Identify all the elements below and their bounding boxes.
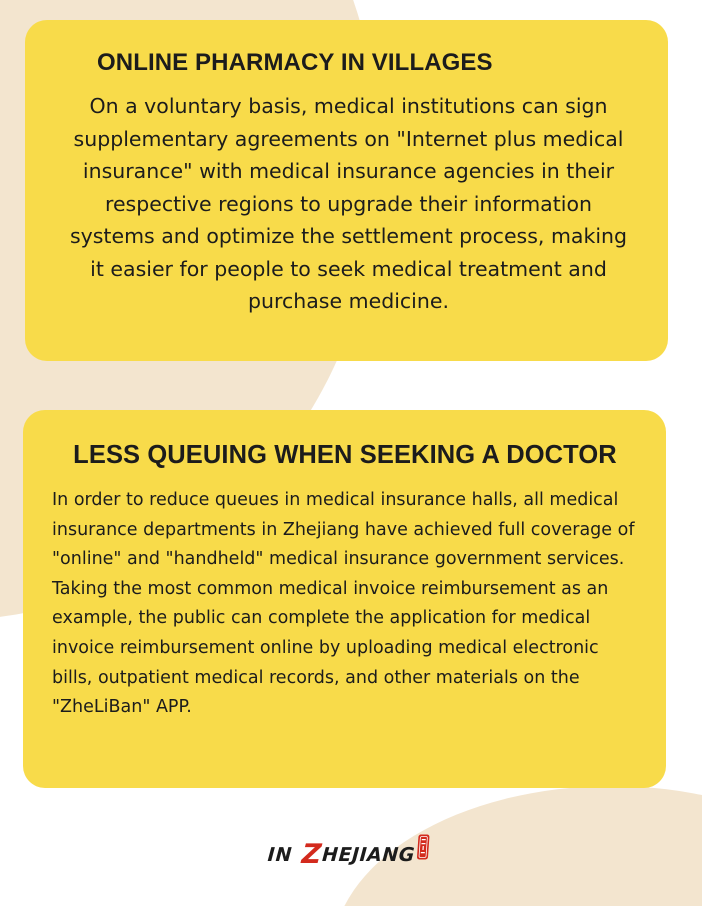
- section-title: LESS QUEUING WHEN SEEKING A DOCTOR: [73, 441, 617, 469]
- in-zhejiang-logo: [267, 830, 431, 870]
- logo-rest: HEJIANG: [321, 844, 416, 866]
- logo-prefix: IN: [266, 844, 294, 866]
- section-card-less-queuing: [23, 410, 666, 788]
- section-body: In order to reduce queues in medical insurance halls, all medical insurance departments in Zhejiang have achieved full coverage of "online" and "handheld" medical insurance government services. Taking the most common medical invoice reimbursement as an example, the public can complete the application for medical invoice reimbursement online by uploading medical electronic bills, outpatient medical records, and other materials on the "ZheLiBan" APP.: [52, 490, 635, 718]
- section-card-online-pharmacy: [25, 20, 668, 361]
- section-body: On a voluntary basis, medical institutions can sign supplementary agreements on "Internet plus medical insurance" with medical insurance agencies in their respective regions to upgrade their information systems and optimize the settlement process, making it easier for people to seek medical treatment and purchase medicine.: [69, 94, 628, 313]
- logo-highlight-letter: Z: [300, 839, 323, 870]
- seal-stamp-icon: [417, 834, 431, 860]
- section-title: ONLINE PHARMACY IN VILLAGES: [97, 49, 493, 76]
